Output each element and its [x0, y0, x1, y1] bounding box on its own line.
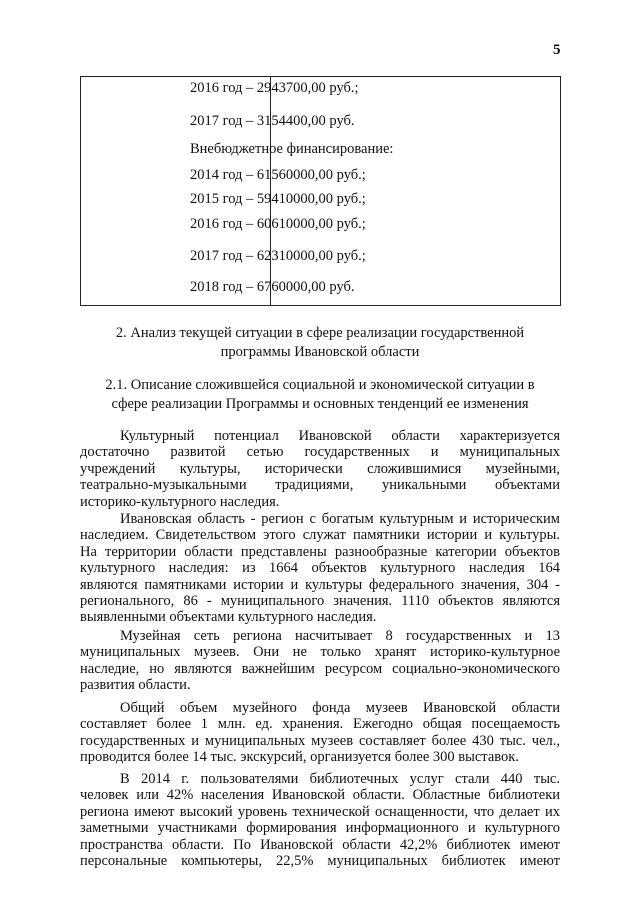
text-line: являются памятниками истории и культуры федерального значения, 304 -	[80, 576, 560, 593]
budget-line: 2017 год – 62310000,00 руб.;	[190, 248, 366, 264]
paragraph	[80, 771, 560, 869]
text-line: пространства области. По Ивановской области 42,2% библиотек имеют	[80, 836, 560, 853]
section-title	[80, 324, 560, 362]
text-line: заметными участниками формирования информационного и культурного	[80, 820, 560, 837]
paragraph	[80, 511, 560, 626]
budget-line: 2016 год – 2943700,00 руб.;	[190, 80, 359, 96]
section-subtitle-line: 2.1. Описание сложившейся социальной и экономической ситуации в	[105, 377, 535, 393]
text-line: Общий объем музейного фонда музеев Ивановской области	[120, 700, 560, 716]
page-number: 5	[553, 42, 561, 58]
text-line: культурного наследия: из 1664 объектов культурного наследия 164	[80, 560, 560, 577]
text-line: наследие, но являются важнейшим ресурсом социально-экономического	[80, 660, 560, 677]
text-line: персональные компьютеры, 22,5% муниципальных библиотек имеют	[80, 853, 560, 870]
text-line: развития области.	[80, 677, 191, 694]
budget-line: 2017 год – 3154400,00 руб.	[190, 113, 355, 129]
paragraph	[80, 628, 560, 694]
budget-line: 2014 год – 61560000,00 руб.;	[190, 167, 366, 183]
text-line: составляет более 1 млн. ед. хранения. Ежегодно общая посещаемость	[80, 716, 560, 733]
text-line: проводится более 14 тыс. экскурсий, организуется более 300 выставок.	[80, 749, 519, 766]
text-line: Ивановская область - регион с богатым культурным и историческим	[120, 511, 560, 527]
text-line: выявленными объектами культурного наследия.	[80, 609, 377, 626]
text-line: регионального, 86 - муниципального значения. 1110 объектов являются	[80, 593, 560, 610]
text-line: достаточно развитой сетью государственных и муниципальных	[80, 444, 560, 461]
text-line: В 2014 г. пользователями библиотечных услуг стали 440 тыс.	[120, 771, 560, 787]
text-line: На территории области представлены разнообразные категории объектов	[80, 543, 560, 560]
paragraph	[80, 700, 560, 766]
text-line: театрально-музыкальными традициями, уникальными объектами	[80, 477, 560, 494]
text-line: Культурный потенциал Ивановской области характеризуется	[120, 428, 560, 444]
budget-line: 2016 год – 60610000,00 руб.;	[190, 216, 366, 232]
paragraph	[80, 428, 560, 510]
section-title-line: программы Ивановской области	[220, 344, 420, 360]
budget-line: Внебюджетное финансирование:	[190, 141, 394, 157]
budget-line: 2018 год – 6760000,00 руб.	[190, 279, 355, 295]
text-line: региона имеют высокий уровень технической оснащенности, что делает их	[80, 803, 560, 820]
text-line: учреждений культуры, исторически сложившимися музейными,	[80, 460, 560, 477]
section-subtitle	[80, 376, 560, 414]
text-line: наследием. Свидетельством этого служат памятники истории и культуры.	[80, 527, 560, 544]
budget-line: 2015 год – 59410000,00 руб.;	[190, 191, 366, 207]
section-title-line: 2. Анализ текущей ситуации в сфере реализации государственной	[115, 325, 525, 341]
text-line: историко-культурного наследия.	[80, 493, 280, 510]
text-line: человек или 42% населения Ивановской области. Областные библиотеки	[80, 787, 560, 804]
text-line: государственных и муниципальных музеев составляет более 430 тыс. чел.,	[80, 732, 560, 749]
section-subtitle-line: сфере реализации Программы и основных тенденций ее изменения	[111, 396, 529, 412]
text-line: Музейная сеть региона насчитывает 8 государственных и 13	[120, 628, 560, 644]
text-line: муниципальных музеев. Они не только хранят историко-культурное	[80, 644, 560, 661]
